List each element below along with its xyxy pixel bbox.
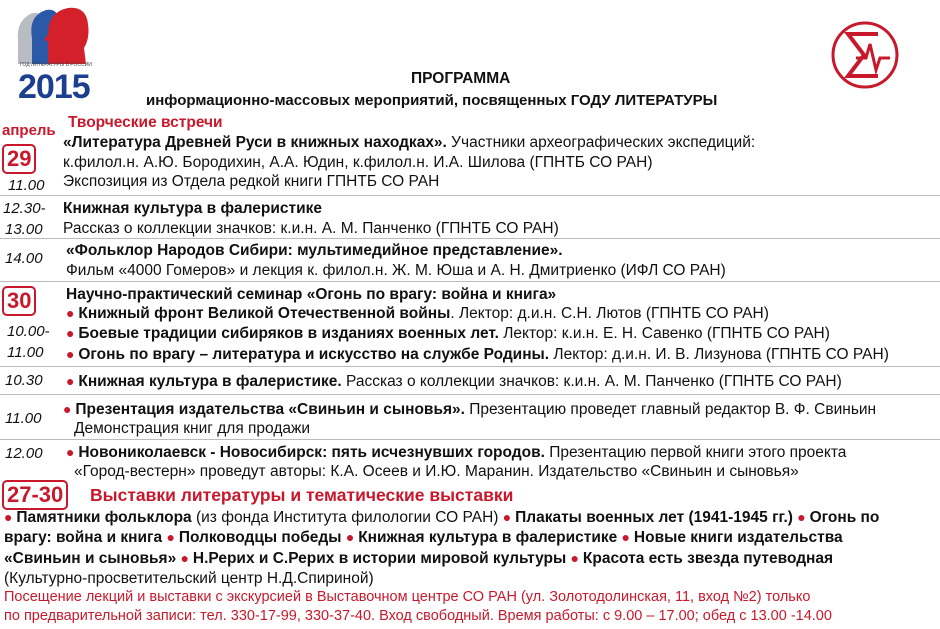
logo-small-text: ГОД ЛИТЕРАТУРЫ В РОССИИ — [20, 62, 92, 68]
event-5-title: Презентация издательства «Свиньин и сыновья». — [75, 401, 465, 418]
exhibitions-line-1 — [4, 508, 879, 527]
event-1-line-1 — [63, 133, 755, 152]
event-6-details: Презентацию первой книги этого проекта — [544, 444, 847, 461]
bullet-icon: ● — [66, 373, 79, 389]
seminar-time-start: 10.00- — [7, 323, 50, 340]
event-6-time: 12.00 — [5, 445, 43, 462]
seminar-item-3-title: Огонь по врагу – литература и искусство на службе Родины. — [78, 346, 550, 363]
event-6-line-2: «Город-вестерн» проведут авторы: К.А. Осеев и И.Ю. Маранин. Издательство «Свиньин и сыновья» — [74, 463, 799, 480]
bullet-icon: ● — [166, 529, 179, 545]
separator — [0, 394, 940, 395]
exhibit-folklore-source: (из фонда Института филологии СО РАН) — [191, 509, 503, 526]
seminar-item-2 — [66, 324, 830, 343]
bullet-icon: ● — [570, 550, 583, 566]
exhibit-war-posters: Плакаты военных лет (1941-1945 гг.) — [515, 509, 793, 526]
bullet-icon: ● — [502, 509, 516, 525]
seminar-title-name: «Огонь по врагу: война и книга» — [306, 286, 557, 303]
event-2-title: Книжная культура в фалеристике — [63, 200, 323, 217]
heads-logo-icon — [14, 6, 92, 68]
event-2-time-start: 12.30- — [3, 200, 46, 217]
separator — [0, 238, 940, 239]
exhibit-roerich: Н.Рерих и С.Рерих в истории мировой культуры — [192, 550, 567, 567]
event-3-line-2: Фильм «4000 Гомеров» и лекция к. филол.н. Ж. М. Юша и А. Н. Дмитриенко (ИФЛ СО РАН) — [66, 262, 726, 279]
separator — [0, 281, 940, 282]
event-1-line-3: Экспозиция из Отдела редкой книги ГПНТБ СО РАН — [63, 173, 440, 190]
bullet-icon: ● — [345, 529, 359, 545]
footer-line-1: Посещение лекций и выставки с экскурсией в Выставочном центре СО РАН (ул. Золотодолинская, 11, вход №2) только — [4, 589, 811, 605]
exhibit-fire-on-enemy-start: Огонь по — [809, 509, 880, 526]
event-5-line-2: Демонстрация книг для продажи — [74, 420, 311, 437]
event-1-line-2: к.филол.н. А.Ю. Бородихин, А.А. Юдин, к.филол.н. И.А. Шилова (ГПНТБ СО РАН) — [63, 154, 653, 171]
date-30-badge: 30 — [2, 286, 36, 316]
bullet-icon: ● — [66, 346, 79, 362]
exhibitions-line-4: (Культурно-просветительский центр Н.Д.Спириной) — [4, 570, 374, 587]
separator — [0, 439, 940, 440]
bullet-icon: ● — [66, 444, 79, 460]
event-1-time: 11.00 — [8, 177, 45, 194]
event-4-line — [66, 372, 842, 391]
event-5-time: 11.00 — [5, 410, 42, 427]
seminar-title — [66, 285, 556, 304]
bullet-icon: ● — [4, 509, 17, 525]
event-4-details: Рассказ о коллекции значков: к.и.н. А. М. Панченко (ГПНТБ СО РАН) — [341, 373, 842, 390]
exhibit-new-books-end: «Свиньин и сыновья» — [4, 550, 177, 567]
sigma-wave-emblem-icon — [830, 20, 900, 90]
seminar-item-3 — [66, 345, 889, 364]
bullet-icon: ● — [180, 550, 193, 566]
seminar-item-1 — [66, 304, 769, 323]
seminar-title-prefix: Научно-практический семинар — [66, 286, 307, 303]
event-6-line-1 — [66, 443, 846, 462]
bullet-icon: ● — [797, 509, 810, 525]
date-29-badge: 29 — [2, 144, 36, 174]
event-3-time: 14.00 — [5, 250, 43, 267]
exhibit-book-culture: Книжная культура в фалеристике — [358, 529, 618, 546]
event-4-time: 10.30 — [5, 372, 43, 389]
seminar-item-2-title: Боевые традиции сибиряков в изданиях военных лет. — [78, 325, 499, 342]
event-5-details: Презентацию проведет главный редактор В. Ф. Свиньин — [464, 401, 877, 418]
bullet-icon: ● — [621, 529, 634, 545]
bullet-icon: ● — [63, 401, 76, 417]
seminar-item-3-lecturer: Лектор: д.и.н. И. В. Лизунова (ГПНТБ СО РАН) — [549, 346, 889, 363]
seminar-item-1-lecturer: . Лектор: д.и.н. С.Н. Лютов (ГПНТБ СО РАН) — [450, 305, 769, 322]
exhibitions-line-2 — [4, 528, 843, 547]
exhibitions-title: Выставки литературы и тематические выставки — [90, 485, 514, 505]
seminar-time-end: 11.00 — [7, 344, 44, 361]
event-2-time-end: 13.00 — [5, 221, 43, 238]
exhibitions-line-3 — [4, 549, 833, 568]
event-5-line-1 — [63, 400, 876, 419]
event-1-title: «Литература Древней Руси в книжных находках». — [63, 134, 447, 151]
exhibit-commanders: Полководцы победы — [178, 529, 342, 546]
event-3-title: «Фольклор Народов Сибири: мультимедийное представление». — [66, 242, 563, 259]
event-4-title: Книжная культура в фалеристике. — [78, 373, 342, 390]
footer-line-2: по предварительной записи: тел. 330-17-99, 330-37-40. Вход свободный. Время работы: с 9.00 – 17.00; обед с 13.00 -14.00 — [4, 608, 832, 624]
page-title: ПРОГРАММА — [411, 70, 511, 87]
event-1-participants-label: Участники археографических экспедиций: — [446, 134, 756, 151]
section-title-creative-meetings: Творческие встречи — [68, 114, 223, 131]
separator — [0, 366, 940, 367]
exhibit-fire-on-enemy-end: врагу: война и книга — [4, 529, 163, 546]
month-label: апрель — [2, 122, 56, 139]
date-27-30-badge: 27-30 — [2, 480, 68, 510]
event-6-title: Новониколаевск - Новосибирск: пять исчезнувших городов. — [78, 444, 545, 461]
exhibit-folklore: Памятники фольклора — [16, 509, 192, 526]
page-subtitle: информационно-массовых мероприятий, посвященных ГОДУ ЛИТЕРАТУРЫ — [146, 92, 718, 109]
separator — [0, 195, 940, 196]
logo-year: 2015 — [18, 68, 90, 106]
seminar-item-2-lecturer: Лектор: к.и.н. Е. Н. Савенко (ГПНТБ СО РАН) — [498, 325, 830, 342]
event-2-line-2: Рассказ о коллекции значков: к.и.н. А. М. Панченко (ГПНТБ СО РАН) — [63, 220, 559, 237]
seminar-item-1-title: Книжный фронт Великой Отечественной войны — [78, 305, 451, 322]
exhibit-beauty-star: Красота есть звезда путеводная — [582, 550, 834, 567]
year-of-literature-logo — [14, 6, 92, 110]
bullet-icon: ● — [66, 325, 79, 341]
exhibit-new-books-start: Новые книги издательства — [633, 529, 843, 546]
bullet-icon: ● — [66, 305, 79, 321]
